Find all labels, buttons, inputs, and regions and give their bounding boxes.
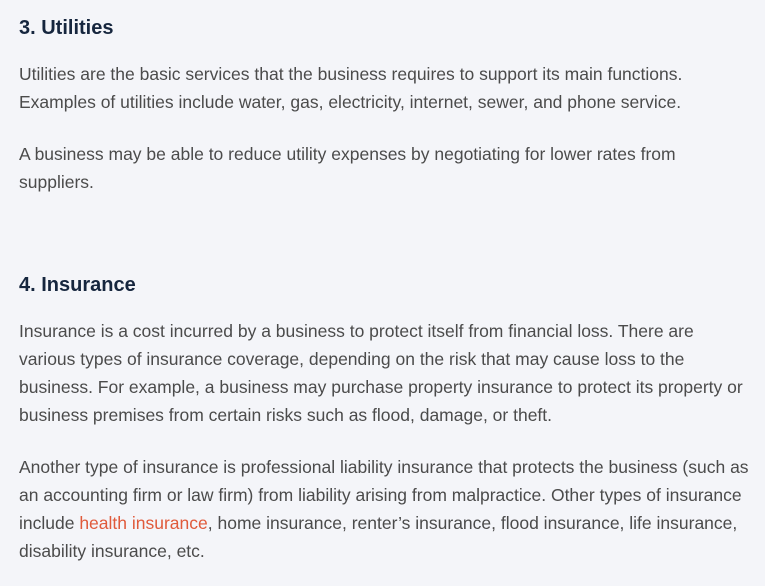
section-heading-insurance: 4. Insurance (19, 274, 136, 296)
utilities-paragraph-2: A business may be able to reduce utility expenses by negotiating for lower rates from suppliers. (19, 144, 676, 192)
section-heading-utilities: 3. Utilities (19, 17, 114, 39)
utilities-paragraph-1: Utilities are the basic services that the business requires to support its main functions. Examples of utilities include water, gas, electricity, internet, sewer, and phone service. (19, 64, 683, 112)
insurance-paragraph-2-text-start: Another type of insurance is professional liability insurance that protects the business (such as an accounting firm or law firm) from liability arising from malpractice. Other types of insurance include (19, 457, 749, 533)
insurance-paragraph-2 (19, 453, 754, 565)
insurance-paragraph-1: Insurance is a cost incurred by a business to protect itself from financial loss. There are various types of insurance coverage, depending on the risk that may cause loss to the business. For example, a business may purchase property insurance to protect its property or business premises from certain risks such as flood, damage, or theft. (19, 321, 743, 425)
health-insurance-link[interactable]: health insurance (79, 513, 208, 533)
insurance-paragraph-2-text-end: , home insurance, renter’s insurance, flood insurance, life insurance, disability insurance, etc. (19, 513, 738, 561)
